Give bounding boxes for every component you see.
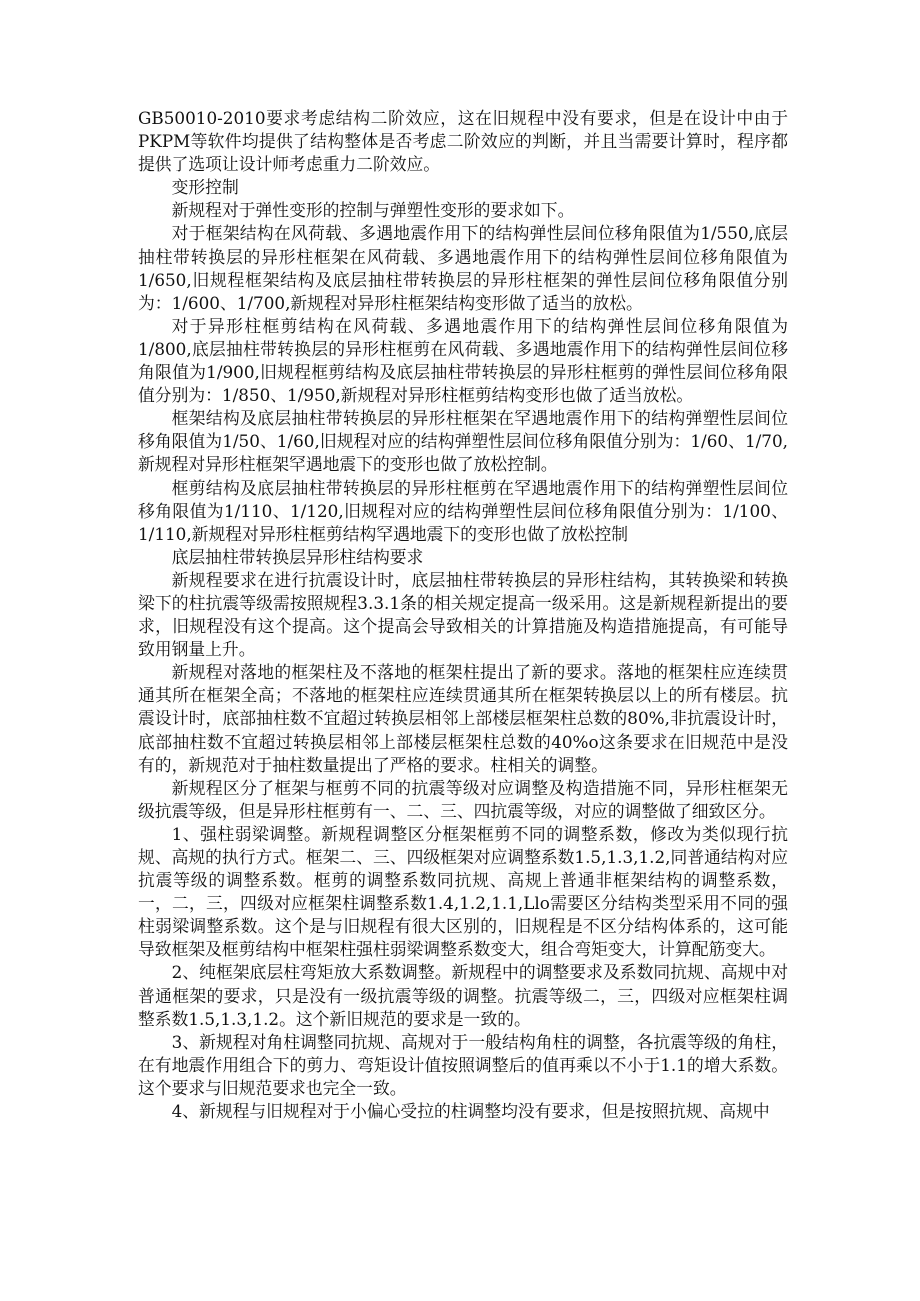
- paragraph-second-order-effect: GB50010-2010要求考虑结构二阶效应，这在旧规程中没有要求，但是在设计中由于PKPM等软件均提供了结构整体是否考虑二阶效应的判断，并且当需要计算时，程序都提供了选项让设计师考虑重力二阶效应。: [138, 108, 788, 175]
- heading-transfer-story-requirements: 底层抽柱带转换层异形柱结构要求: [171, 546, 424, 567]
- heading-deformation-control: 变形控制: [171, 177, 239, 198]
- paragraph-seismic-grade-raise: 新规程要求在进行抗震设计时，底层抽柱带转换层的异形柱结构，其转换梁和转换梁下的柱抗震等级需按照规程3.3.1条的相关规定提高一级采用。这是新规程新提出的要求，旧规程没有这个提高。这个提高会导致相关的计算措施及构造措施提高，有可能导致用钢量上升。: [138, 569, 788, 660]
- paragraph-frame-shear-elastic-drift: 对于异形柱框剪结构在风荷载、多遇地震作用下的结构弹性层间位移角限值为1/800,底层抽柱带转换层的异形柱框剪在风荷载、多遇地震作用下的结构弹性层间位移角限值为1/900,旧规程框剪结构及底层抽柱带转换层的异形柱框剪的弹性层间位移角限值分别为：1/850、1/950,新规程对异形柱框剪结构变形也做了适当放松。: [138, 315, 788, 406]
- paragraph-small-eccentric-tension: 4、新规程与旧规程对于小偏心受拉的柱调整均没有要求，但是按照抗规、高规中: [171, 1101, 770, 1122]
- paragraph-bottom-column-moment: 2、纯框架底层柱弯矩放大系数调整。新规程中的调整要求及系数同抗规、高规中对普通框架的要求，只是没有一级抗震等级的调整。抗震等级二，三，四级对应框架柱调整系数1.5,1.3,1.2。这个新旧规范的要求是一致的。: [138, 962, 788, 1029]
- paragraph-column-continuity: 新规程对落地的框架柱及不落地的框架柱提出了新的要求。落地的框架柱应连续贯通其所在框架全高；不落地的框架柱应连续贯通其所在框架转换层以上的所有楼层。抗震设计时，底部抽柱数不宜超过转换层相邻上部楼层框架柱总数的80%,非抗震设计时，底部抽柱数不宜超过转换层相邻上部楼层框架柱总数的40%o这条要求在旧规范中是没有的，新规范对于抽柱数量提出了严格的要求。柱相关的调整。: [138, 662, 788, 775]
- paragraph-frame-shear-plastic-drift: 框剪结构及底层抽柱带转换层的异形柱框剪在罕遇地震作用下的结构弹塑性层间位移角限值为1/110、1/120,旧规程对应的结构弹塑性层间位移角限值分别为：1/100、1/110,新规程对异形柱框剪结构罕遇地震下的变形也做了放松控制: [138, 477, 788, 544]
- paragraph-deformation-intro: 新规程对于弹性变形的控制与弹塑性变形的要求如下。: [171, 200, 575, 221]
- paragraph-seismic-grade-distinction: 新规程区分了框架与框剪不同的抗震等级对应调整及构造措施不同，异形柱框架无级抗震等级，但是异形柱框剪有一、二、三、四抗震等级，对应的调整做了细致区分。: [138, 777, 788, 821]
- document-page: [138, 107, 788, 1123]
- paragraph-frame-elastic-drift: 对于框架结构在风荷载、多遇地震作用下的结构弹性层间位移角限值为1/550,底层抽柱带转换层的异形柱框架在风荷载、多遇地震作用下的结构弹性层间位移角限值为1/650,旧规程框架结构及底层抽柱带转换层的异形柱框架的弹性层间位移角限值分别为：1/600、1/700,新规程对异形柱框架结构变形做了适当的放松。: [138, 223, 788, 313]
- paragraph-frame-plastic-drift: 框架结构及底层抽柱带转换层的异形柱框架在罕遇地震作用下的结构弹塑性层间位移角限值为1/50、1/60,旧规程对应的结构弹塑性层间位移角限值分别为：1/60、1/70,新规程对异形柱框架罕遇地震下的变形也做了放松控制。: [138, 408, 788, 475]
- paragraph-strong-column-weak-beam: 1、强柱弱梁调整。新规程调整区分框架框剪不同的调整系数，修改为类似现行抗规、高规的执行方式。框架二、三、四级框架对应调整系数1.5,1.3,1.2,同普通结构对应抗震等级的调整系数。框剪的调整系数同抗规、高规上普通非框架结构的调整系数，一，二，三，四级对应框架柱调整系数1.4,1.2,1.1,Llo需要区分结构类型采用不同的强柱弱梁调整系数。这个是与旧规程有很大区别的，旧规程是不区分结构体系的，这可能导致框架及框剪结构中框架柱强柱弱梁调整系数变大，组合弯矩变大，计算配筋变大。: [138, 823, 788, 960]
- paragraph-corner-column: 3、新规程对角柱调整同抗规、高规对于一般结构角柱的调整，各抗震等级的角柱，在有地震作用组合下的剪力、弯矩设计值按照调整后的值再乘以不小于1.1的增大系数。这个要求与旧规范要求也完全一致。: [138, 1031, 788, 1098]
